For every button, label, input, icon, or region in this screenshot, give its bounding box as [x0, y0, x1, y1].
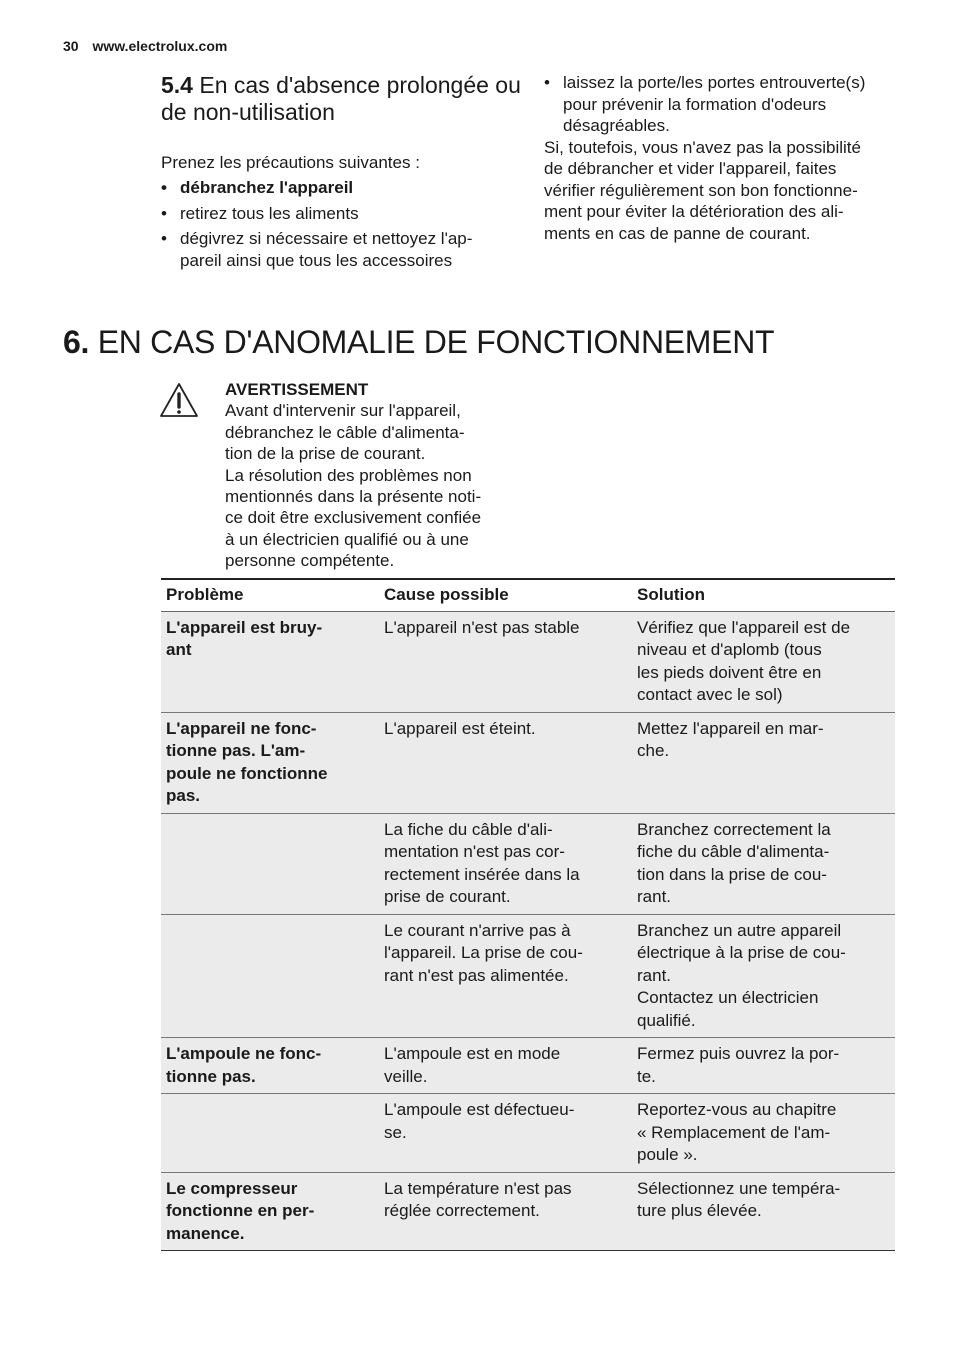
column-header-solution: Solution — [632, 579, 895, 611]
cause-cell: L'ampoule est en mode veille. — [379, 1038, 632, 1094]
page-header — [63, 38, 227, 54]
problem-cell: L'ampoule ne fonc- tionne pas. — [161, 1038, 379, 1094]
precautions-list — [161, 177, 521, 271]
warning-text: La résolution des problèmes non mentionnés dans la présente noti- ce doit être exclusivement confiée à un électricien qualifié ou à une personne compétente. — [225, 465, 482, 571]
table-row — [161, 611, 895, 712]
solution-cell: Fermez puis ouvrez la por- te. — [632, 1038, 895, 1094]
table-row — [161, 1038, 895, 1094]
table-row — [161, 712, 895, 813]
cause-cell: L'appareil est éteint. — [379, 712, 632, 813]
problem-cell: Le compresseur fonctionne en per- manence. — [161, 1172, 379, 1251]
table-row — [161, 813, 895, 914]
column-header-cause: Cause possible — [379, 579, 632, 611]
section-5-4-right-column — [544, 72, 904, 244]
cause-cell: La température n'est pas réglée correctement. — [379, 1172, 632, 1251]
chapter-title — [63, 322, 774, 362]
precautions-list-continued — [544, 72, 904, 137]
section-title — [161, 72, 521, 126]
table-header-row — [161, 579, 895, 611]
list-item: • laissez la porte/les portes entrouverte(s) pour prévenir la formation d'odeurs désagréables. — [544, 72, 904, 137]
page-number: 30 — [63, 38, 79, 54]
warning-triangle-icon — [159, 382, 199, 418]
section-intro: Prenez les précautions suivantes : — [161, 153, 420, 172]
warning-text: Avant d'intervenir sur l'appareil, débranchez le câble d'alimenta- tion de la prise de courant. — [225, 401, 465, 464]
closing-paragraph: Si, toutefois, vous n'avez pas la possibilité de débrancher et vider l'appareil, faites vérifier régulièrement son bon fonctionne- ment pour éviter la détérioration des ali- ments en cas de panne de courant. — [544, 137, 861, 243]
solution-cell: Mettez l'appareil en mar- che. — [632, 712, 895, 813]
website-link[interactable]: www.electrolux.com — [92, 38, 228, 54]
cause-cell: La fiche du câble d'ali- mentation n'est pas cor- rectement insérée dans la prise de courant. — [379, 813, 632, 914]
chapter-number: 6. — [63, 324, 90, 360]
warning-block — [225, 379, 525, 572]
table-row — [161, 914, 895, 1038]
solution-cell: Sélectionnez une tempéra- ture plus élevée. — [632, 1172, 895, 1251]
list-item: • retirez tous les aliments — [161, 203, 521, 225]
cause-cell: L'ampoule est défectueu- se. — [379, 1094, 632, 1173]
section-title-text: En cas d'absence prolongée ou de non-utilisation — [161, 72, 521, 125]
cause-cell: Le courant n'arrive pas à l'appareil. La prise de cou- rant n'est pas alimentée. — [379, 914, 632, 1038]
solution-cell: Branchez un autre appareil électrique à la prise de cou- rant. Contactez un électricien qualifié. — [632, 914, 895, 1038]
problem-cell — [161, 1094, 379, 1173]
table-row — [161, 1094, 895, 1173]
section-number: 5.4 — [161, 72, 193, 98]
troubleshooting-table — [161, 578, 895, 1251]
list-item: • débranchez l'appareil — [161, 177, 521, 199]
column-header-problem: Problème — [161, 579, 379, 611]
solution-cell: Vérifiez que l'appareil est de niveau et d'aplomb (tous les pieds doivent être en contact avec le sol) — [632, 611, 895, 712]
cause-cell: L'appareil n'est pas stable — [379, 611, 632, 712]
solution-cell: Reportez-vous au chapitre « Remplacement de l'am- poule ». — [632, 1094, 895, 1173]
problem-cell: L'appareil ne fonc- tionne pas. L'am- poule ne fonctionne pas. — [161, 712, 379, 813]
problem-cell — [161, 914, 379, 1038]
problem-cell — [161, 813, 379, 914]
table-row — [161, 1172, 895, 1251]
chapter-title-text: EN CAS D'ANOMALIE DE FONCTIONNEMENT — [97, 324, 775, 360]
section-5-4-left-column — [161, 72, 521, 275]
warning-title: AVERTISSEMENT — [225, 380, 369, 399]
problem-cell: L'appareil est bruy- ant — [161, 611, 379, 712]
solution-cell: Branchez correctement la fiche du câble d'alimenta- tion dans la prise de cou- rant. — [632, 813, 895, 914]
list-item: • dégivrez si nécessaire et nettoyez l'ap- pareil ainsi que tous les accessoires — [161, 228, 521, 271]
